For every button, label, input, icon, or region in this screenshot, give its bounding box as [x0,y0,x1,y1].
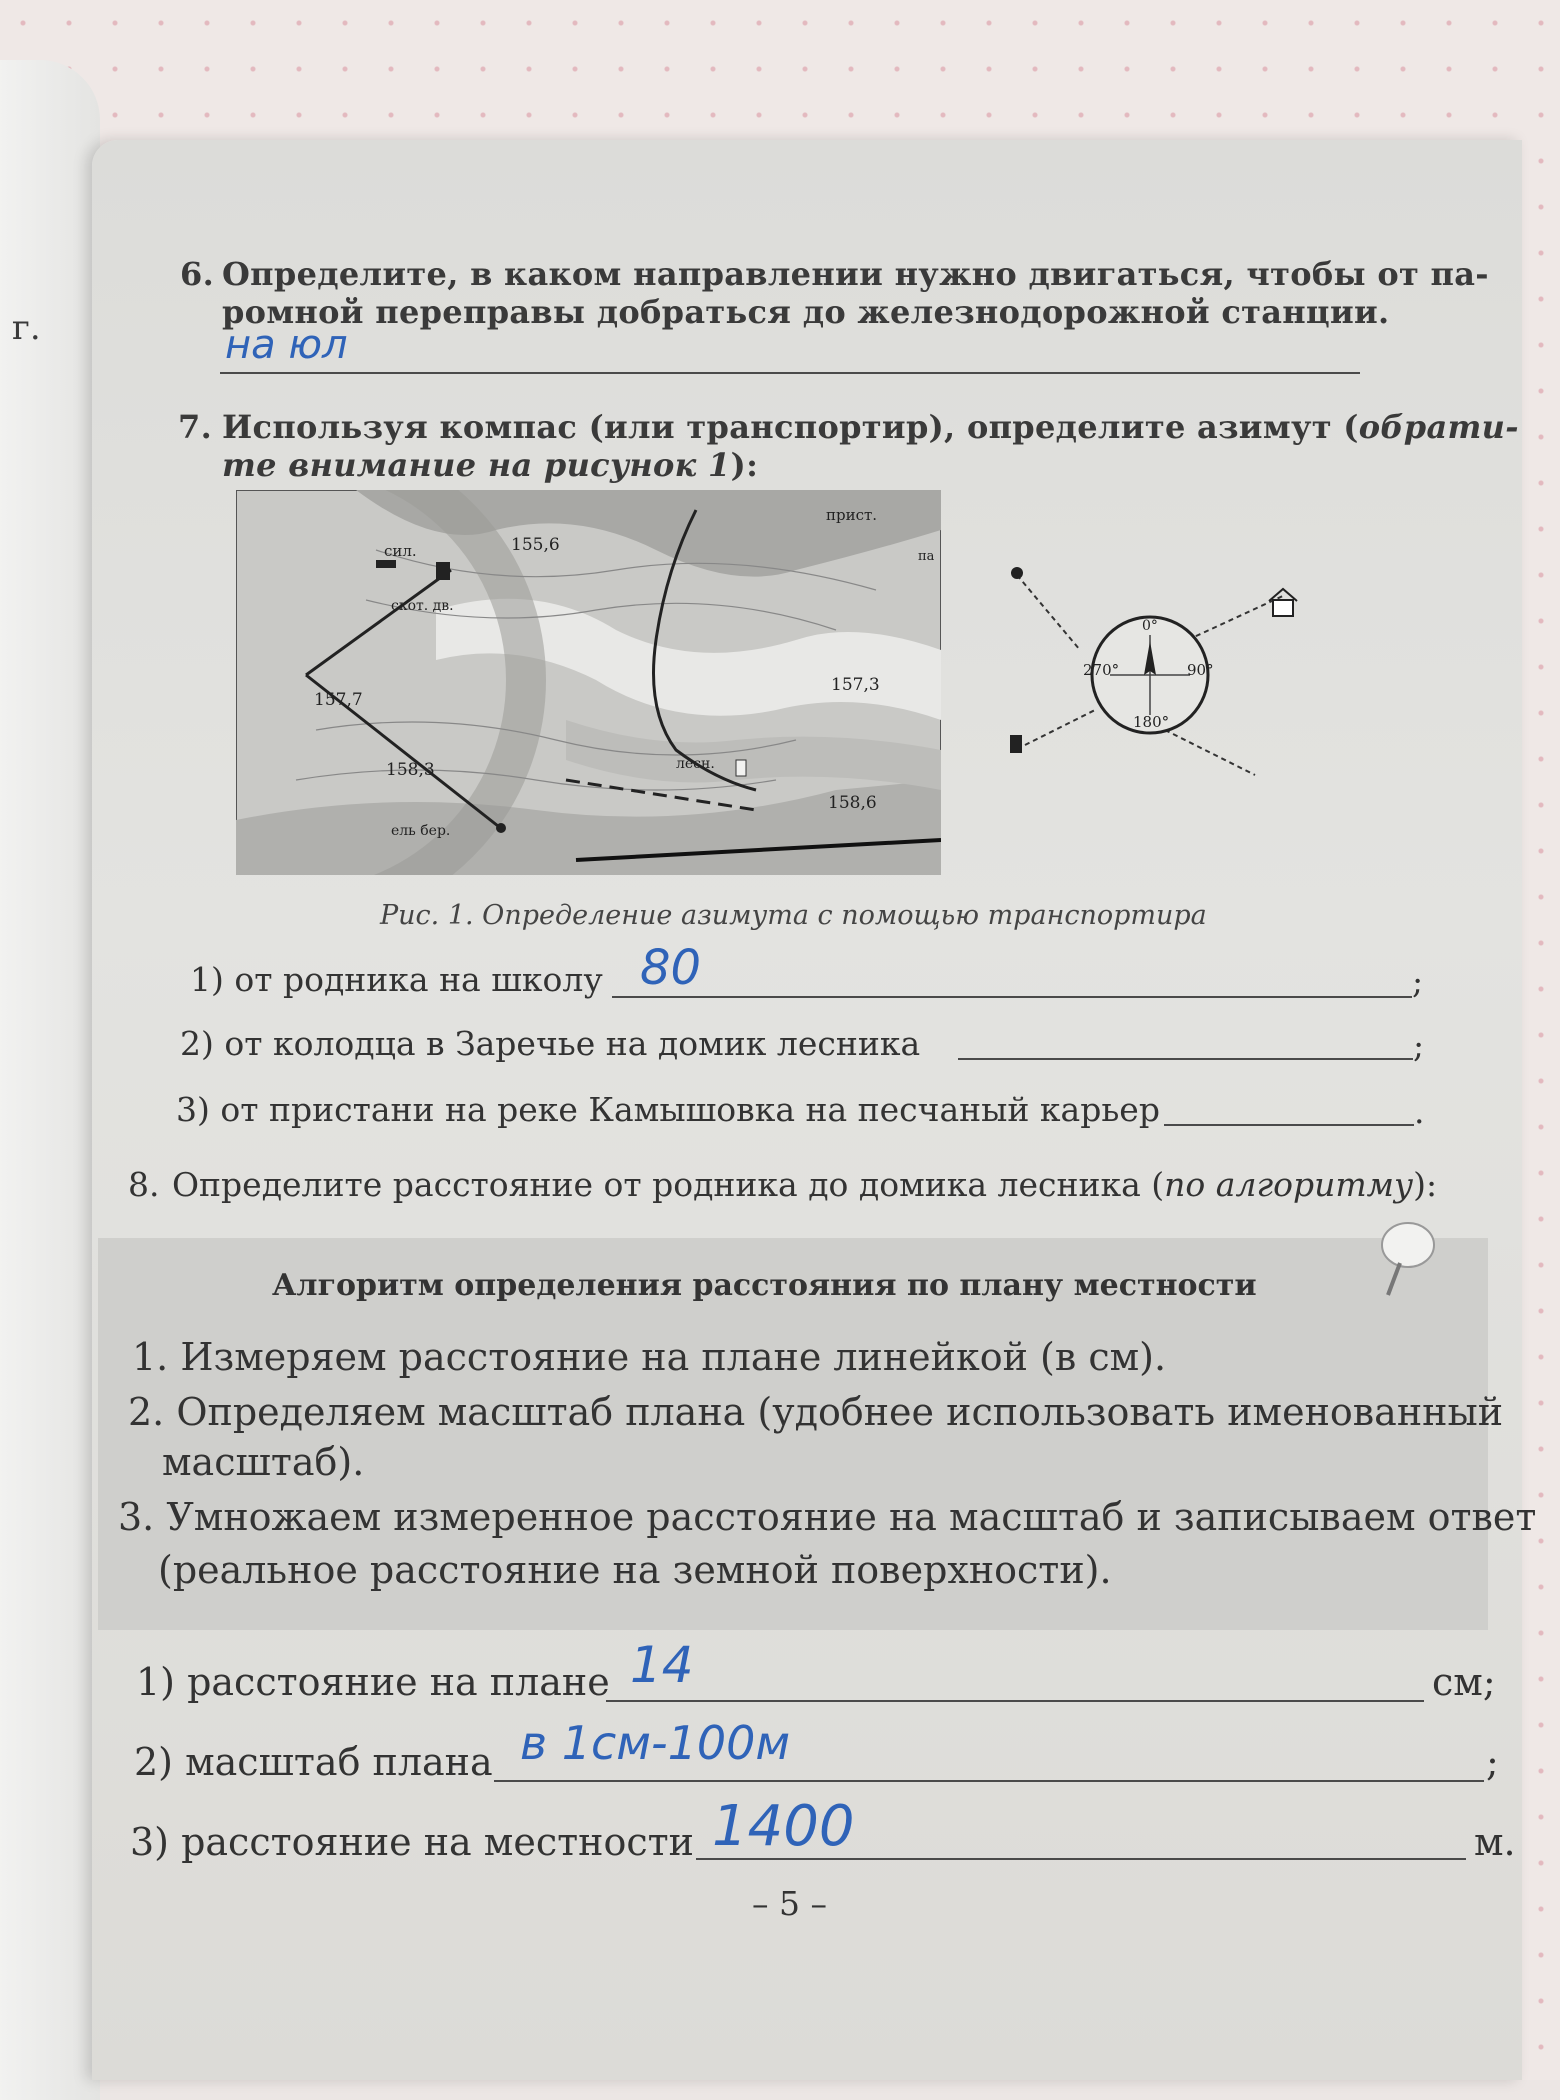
algorithm-step-3-cont: (реальное расстояние на земной поверхности). [158,1548,1112,1592]
q8-answer-1-handwritten: 14 [630,1636,694,1694]
left-page-edge [0,60,100,2100]
compass-south-label: 180° [1133,713,1170,731]
q8-answer-3-end: м. [1474,1820,1516,1864]
q7-item-1-text: 1) от родника на школу [190,960,603,999]
pushpin-icon [1370,1215,1440,1305]
q8-answer-2-text: 2) масштаб плана [134,1740,493,1784]
q8-answer-3-text: 3) расстояние на местности [130,1820,694,1864]
map-label-pa: па [918,549,935,564]
compass-diagram [965,545,1305,785]
q8-text: Определите расстояние от родника до домика лесника (по алгоритму): [172,1165,1438,1204]
map-label-158-6: 158,6 [828,793,877,813]
q7-item-3-answer-line[interactable] [1164,1124,1414,1126]
q8-answer-3-handwritten: 1400 [712,1794,855,1859]
page-number: – 5 – [752,1884,827,1923]
q7-item-2-answer-line[interactable] [958,1058,1413,1060]
map-label-155: 155,6 [511,535,560,555]
q8-answer-1-text: 1) расстояние на плане [136,1660,610,1704]
map-label-157-7: 157,7 [314,690,363,710]
compass-north-label: 0° [1142,618,1158,634]
algorithm-step-1: 1. Измеряем расстояние на плане линейкой (в см). [132,1335,1167,1379]
q7-line2: те внимание на рисунок 1): [222,446,759,484]
q7-item-1-answer-line[interactable] [612,996,1412,998]
q7-item-3-text: 3) от пристани на реке Камышовка на песчаный карьер [176,1090,1160,1129]
map-label-sil: сил. [384,542,417,560]
left-page-fragment: г. [12,308,41,348]
q6-line2: ромной переправы добраться до железнодорожной станции. [222,293,1390,331]
q7-number: 7. [178,408,213,446]
algorithm-step-3: 3. Умножаем измеренное расстояние на масштаб и записываем ответ [118,1495,1537,1539]
map-label-158-3: 158,3 [386,760,435,780]
q8-answer-2-handwritten: в 1см-100м [520,1716,791,1770]
figure-caption: Рис. 1. Определение азимута с помощью транспортира [380,900,1207,931]
q6-line1: Определите, в каком направлении нужно двигаться, чтобы от па- [222,255,1489,293]
q7-line1: Используя компас (или транспортир), определите азимут (обрати- [222,408,1519,446]
map-label-prist: прист. [826,506,878,524]
compass-west-label: 270° [1083,661,1120,679]
map-label-skot: скот. дв. [391,598,454,614]
azimuth-map-figure [236,490,941,875]
well-icon [1010,735,1022,753]
q8-answer-1-line[interactable] [606,1700,1424,1702]
q7-item-1-end: ; [1412,962,1424,1001]
q6-number: 6. [180,255,215,293]
q7-item-2-end: ; [1413,1026,1425,1065]
q8-answer-2-line[interactable] [494,1780,1484,1782]
map-label-ber: ель бер. [391,823,451,839]
q8-answer-2-end: ; [1486,1740,1499,1784]
compass-east-label: 90° [1187,661,1214,679]
q8-answer-1-end: см; [1432,1660,1496,1704]
map-label-lesn: лесн. [676,756,715,772]
school-icon [1273,600,1293,616]
q6-answer-line[interactable] [220,372,1360,374]
algorithm-step-2: 2. Определяем масштаб плана (удобнее использовать именованный [128,1390,1504,1434]
algorithm-title: Алгоритм определения расстояния по плану местности [272,1268,1257,1303]
q8-number: 8. [128,1165,160,1204]
q6-handwritten-answer: на юл [225,322,348,368]
q7-item-1-handwritten-answer: 80 [640,940,702,996]
q7-item-2-text: 2) от колодца в Заречье на домик лесника [180,1024,921,1063]
map-label-157-3: 157,3 [831,675,880,695]
algorithm-step-2-cont: масштаб). [162,1440,365,1484]
q7-item-3-end: . [1414,1092,1425,1131]
